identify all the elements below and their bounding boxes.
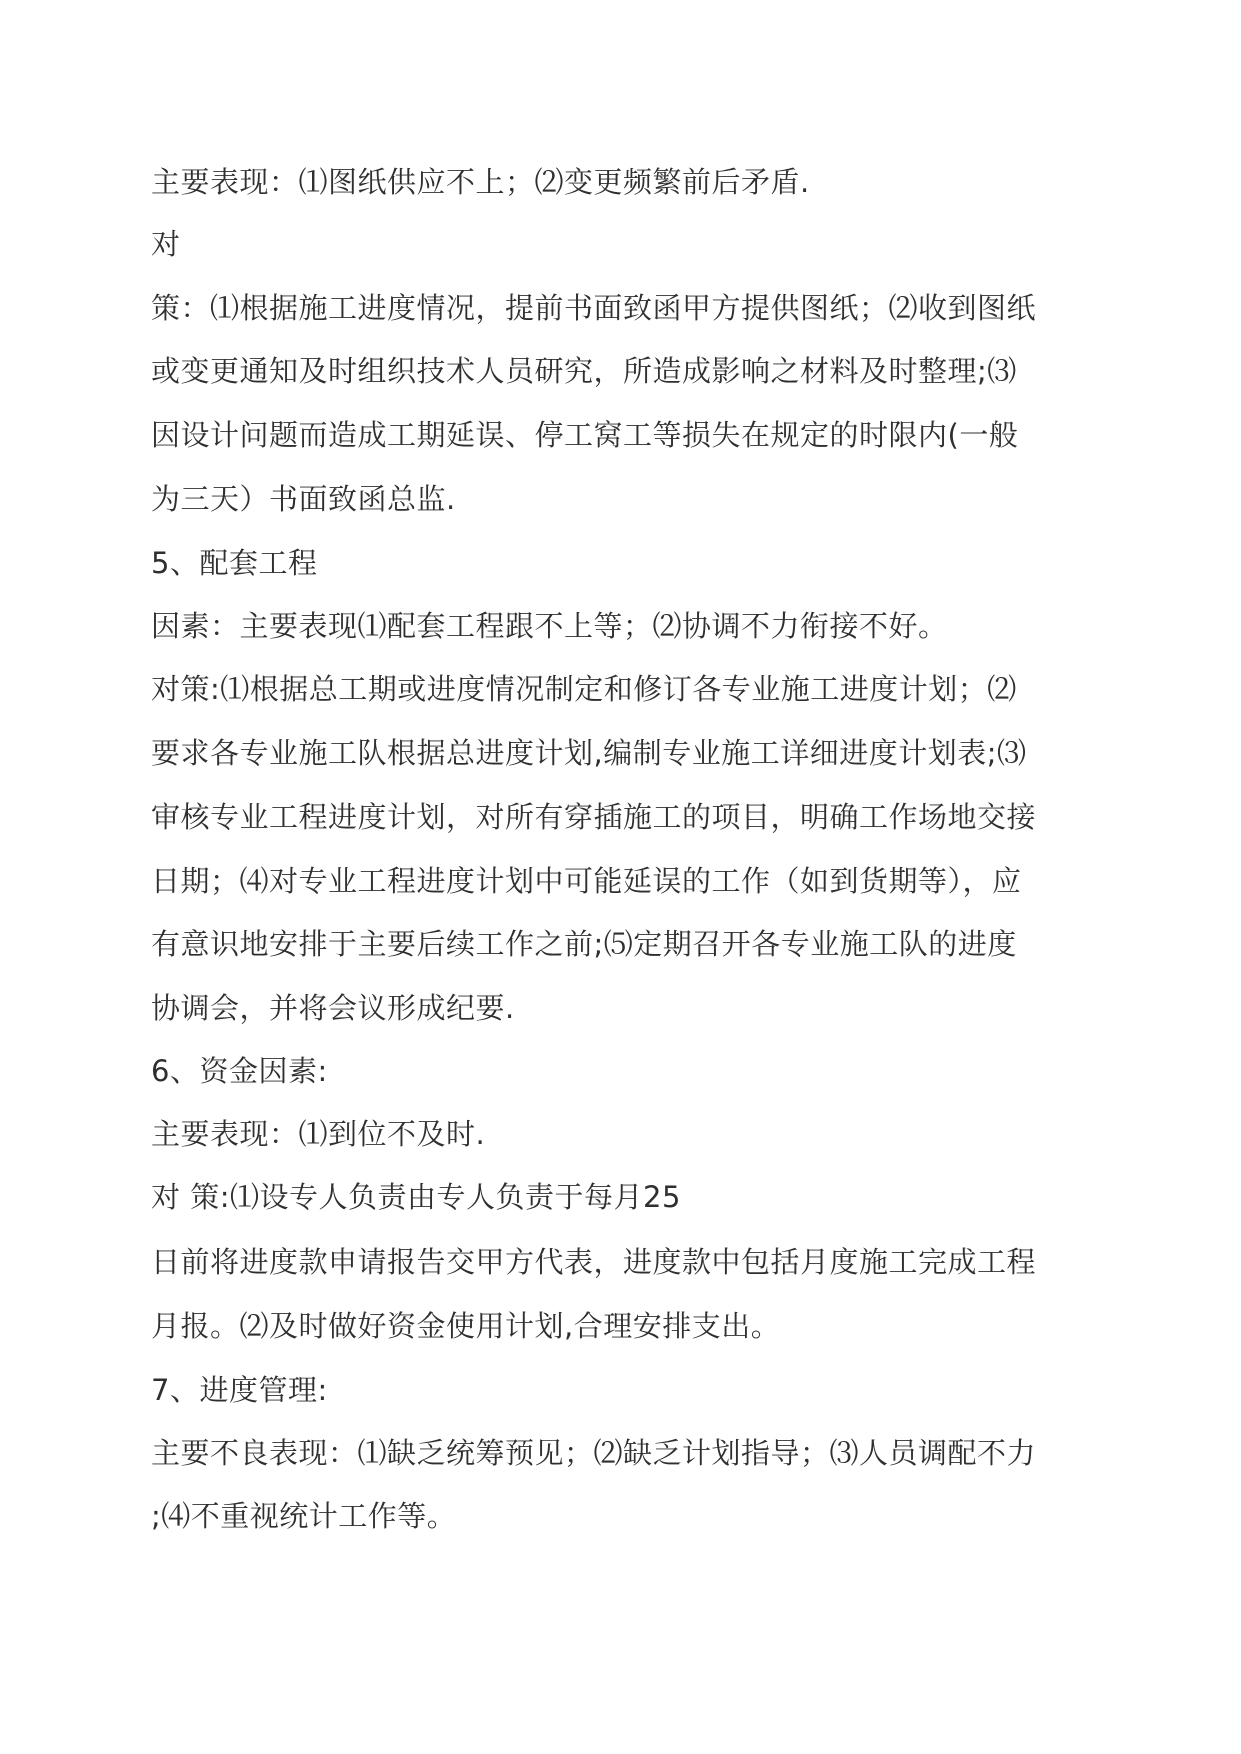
text-line: 策：⑴根据施工进度情况，提前书面致函甲方提供图纸；⑵收到图纸 bbox=[151, 291, 1037, 325]
text-line: 主要不良表现：⑴缺乏统筹预见；⑵缺乏计划指导；⑶人员调配不力 bbox=[151, 1436, 1037, 1470]
text-line: 对 bbox=[151, 227, 181, 261]
text-line: 日期；⑷对专业工程进度计划中可能延误的工作（如到货期等），应 bbox=[151, 864, 1022, 898]
section-heading: 6、资金因素: bbox=[151, 1054, 328, 1088]
text-line: 为三天）书面致函总监. bbox=[151, 482, 456, 516]
text-line: 有意识地安排于主要后续工作之前;⑸定期召开各专业施工队的进度 bbox=[151, 927, 1017, 961]
text-line: 审核专业工程进度计划，对所有穿插施工的项目，明确工作场地交接 bbox=[151, 800, 1037, 834]
text-line: 对 策:⑴设专人负责由专人负责于每月25 bbox=[151, 1180, 681, 1214]
text-line: 协调会，并将会议形成纪要. bbox=[151, 991, 515, 1025]
text-line: 因素：主要表现⑴配套工程跟不上等；⑵协调不力衔接不好。 bbox=[151, 609, 948, 643]
text-line: 主要表现：⑴图纸供应不上；⑵变更频繁前后矛盾. bbox=[151, 165, 810, 199]
text-line: ;⑷不重视统计工作等。 bbox=[151, 1499, 457, 1533]
text-line: 对策:⑴根据总工期或进度情况制定和修订各专业施工进度计划；⑵ bbox=[151, 672, 1017, 706]
section-heading: 5、配套工程 bbox=[151, 546, 318, 580]
text-line: 因设计问题而造成工期延误、停工窝工等损失在规定的时限内(一般 bbox=[151, 418, 1019, 452]
section-heading: 7、进度管理: bbox=[151, 1373, 328, 1407]
text-line: 主要表现：⑴到位不及时. bbox=[151, 1117, 486, 1151]
text-line: 月报。⑵及时做好资金使用计划,合理安排支出。 bbox=[151, 1309, 781, 1343]
text-line: 或变更通知及时组织技术人员研究，所造成影响之材料及时整理;⑶ bbox=[151, 354, 1017, 388]
text-line: 要求各专业施工队根据总进度计划,编制专业施工详细进度计划表;⑶ bbox=[151, 736, 1027, 770]
text-line: 日前将进度款申请报告交甲方代表，进度款中包括月度施工完成工程 bbox=[151, 1245, 1037, 1279]
